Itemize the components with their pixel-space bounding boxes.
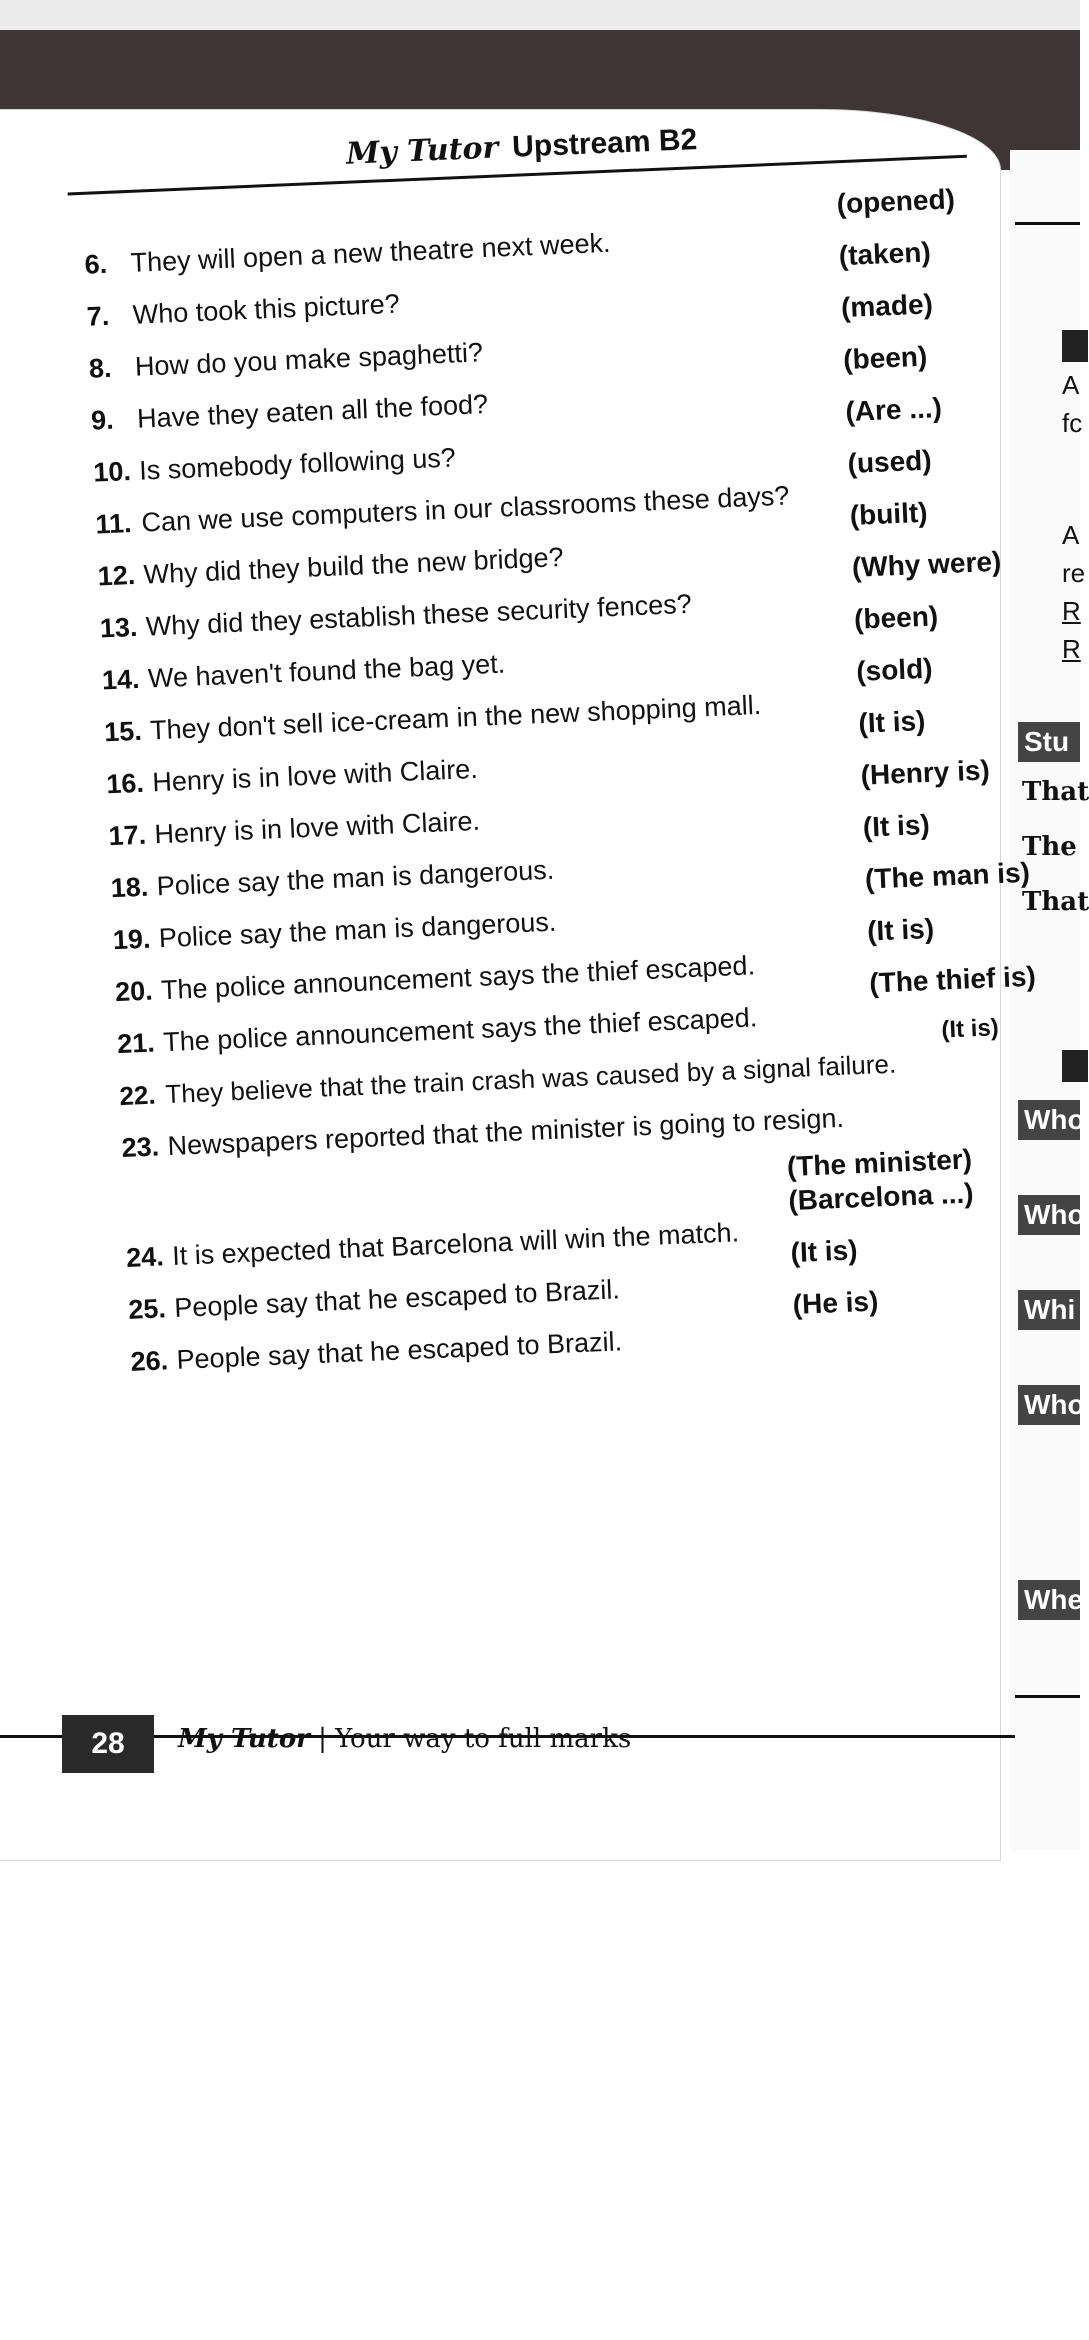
facing-page-box: Who xyxy=(1018,1195,1080,1235)
exercise-number: 22. xyxy=(118,1079,157,1112)
exercise-sentence: They believe that the train crash was caused by a signal failure. xyxy=(164,1048,897,1110)
facing-page-letter: re xyxy=(1062,558,1086,588)
exercise-sentence: Why did they build the new bridge? xyxy=(143,542,565,590)
exercise-sentence: Newspapers reported that the minister is going to resign. xyxy=(166,1102,845,1162)
exercise-cue: (It is) xyxy=(940,1014,1000,1044)
exercise-row xyxy=(95,481,790,541)
exercise-sentence: Have they eaten all the food? xyxy=(136,389,489,434)
facing-page-letter: A xyxy=(1062,370,1080,400)
exercise-number: 13. xyxy=(99,611,139,644)
exercise-sentence: Can we use computers in our classrooms these days? xyxy=(140,480,790,538)
exercise-row xyxy=(88,337,483,384)
exercise-number: 19. xyxy=(112,923,152,956)
facing-page-box: Stu xyxy=(1018,722,1080,762)
header-brand: My Tutor xyxy=(345,130,499,172)
exercise-row xyxy=(121,1103,845,1164)
facing-page-marker xyxy=(1062,1050,1088,1082)
exercise-cue: (Why were) xyxy=(851,545,1002,583)
exercise-row xyxy=(86,289,400,333)
exercise-row xyxy=(104,690,762,749)
exercise-cue: (The minister) xyxy=(786,1143,973,1183)
exercise-sentence: People say that he escaped to Brazil. xyxy=(173,1274,621,1323)
facing-page-box: Whi xyxy=(1018,1290,1080,1330)
facing-page-line: The xyxy=(1022,832,1077,862)
exercise-cue: (used) xyxy=(846,444,933,480)
exercise-sentence: They don't sell ice-cream in the new shopping mall. xyxy=(149,689,762,746)
exercise-cue: (been) xyxy=(842,340,928,376)
exercise-sentence: Police say the man is dangerous. xyxy=(156,854,555,902)
exercise-cue: (built) xyxy=(849,496,929,531)
exercise-number: 23. xyxy=(121,1131,160,1164)
exercise-sentence: The police announcement says the thief escaped. xyxy=(160,950,756,1006)
exercise-cue: (The man is) xyxy=(864,856,1031,895)
exercise-number: 15. xyxy=(103,715,143,748)
exercise-cue: (Barcelona ...) xyxy=(787,1177,975,1217)
exercise-row xyxy=(110,855,555,905)
exercise-sentence: We haven't found the bag yet. xyxy=(147,648,506,694)
exercise-number: 9. xyxy=(90,404,115,436)
exercise-sentence: Who took this picture? xyxy=(132,288,401,330)
exercise-sentence: Police say the man is dangerous. xyxy=(158,906,557,954)
exercise-cue: (made) xyxy=(840,288,934,324)
exercise-cue: (It is) xyxy=(789,1234,859,1269)
facing-page-letter: R xyxy=(1062,596,1081,626)
exercise-cue: (It is) xyxy=(866,912,935,947)
exercise-row xyxy=(108,806,481,853)
exercise-row xyxy=(128,1274,621,1326)
exercise-row xyxy=(106,754,479,801)
exercise-row xyxy=(93,442,457,488)
exercise-number: 17. xyxy=(107,819,147,852)
exercise-cue: (Henry is) xyxy=(860,754,991,791)
facing-page-box: Whe xyxy=(1018,1580,1080,1620)
exercise-sentence: It is expected that Barcelona will win the match. xyxy=(171,1217,740,1272)
exercise-number: 18. xyxy=(110,871,149,904)
exercise-cue: (Are ...) xyxy=(844,392,943,428)
footer-tagline: | Your way to full marks xyxy=(318,1724,632,1754)
exercise-sentence: Henry is in love with Claire. xyxy=(153,805,481,850)
facing-page-letter: fc xyxy=(1062,408,1083,438)
exercise-row xyxy=(119,1049,897,1113)
exercise-row xyxy=(117,1002,758,1060)
exercise-row xyxy=(126,1217,740,1274)
exercise-sentence: Henry is in love with Claire. xyxy=(151,753,479,798)
exercise-sentence: How do you make spaghetti? xyxy=(134,337,484,382)
page-number: 28 xyxy=(62,1715,154,1773)
exercise-number: 20. xyxy=(114,975,154,1008)
exercise-cue: (He is) xyxy=(792,1285,879,1321)
exercise-cue: (taken) xyxy=(838,236,932,272)
exercise-row xyxy=(91,389,489,437)
facing-page-rule xyxy=(1015,222,1080,225)
exercise-sentence: People say that he escaped to Brazil. xyxy=(175,1326,623,1375)
facing-page-letter: A xyxy=(1062,520,1080,550)
exercise-cue: (been) xyxy=(853,600,939,635)
facing-page-rule xyxy=(1015,1695,1080,1698)
exercise-number: 24. xyxy=(125,1241,165,1273)
exercise-number: 7. xyxy=(86,300,110,332)
exercise-row xyxy=(84,228,611,281)
exercise-number: 16. xyxy=(105,767,145,800)
page-header xyxy=(345,122,697,172)
facing-page-line: That xyxy=(1022,777,1089,807)
exercise-sentence: They will open a new theatre next week. xyxy=(129,227,612,278)
exercise-cue: (opened) xyxy=(836,183,956,220)
exercise-row xyxy=(97,542,564,592)
facing-page-line: That xyxy=(1022,887,1089,917)
exercise-number: 21. xyxy=(116,1027,156,1060)
exercise-row xyxy=(101,649,505,697)
exercise-cue: (It is) xyxy=(857,705,926,739)
exercise-row xyxy=(112,907,557,957)
exercise-number: 6. xyxy=(83,248,108,280)
exercise-row xyxy=(130,1326,623,1378)
exercise-cue: (It is) xyxy=(862,808,931,843)
facing-page-letter: R xyxy=(1062,634,1081,664)
exercise-number: 10. xyxy=(92,456,132,488)
exercise-number: 26. xyxy=(129,1345,169,1377)
exercise-cue: (sold) xyxy=(855,652,934,687)
exercise-number: 8. xyxy=(88,352,113,384)
exercise-row xyxy=(99,589,692,645)
facing-page-box: Who xyxy=(1018,1385,1080,1425)
footer-text xyxy=(178,1724,631,1754)
exercise-sentence: Is somebody following us? xyxy=(138,442,457,486)
footer-brand: My Tutor xyxy=(178,1724,310,1754)
exercise-number: 11. xyxy=(94,508,133,540)
exercise-cue: (The thief is) xyxy=(868,960,1037,999)
exercise-sentence: Why did they establish these security fences? xyxy=(145,588,693,642)
exercise-number: 25. xyxy=(127,1293,167,1325)
exercise-number: 14. xyxy=(101,663,141,696)
exercise-row xyxy=(114,950,755,1008)
exercise-number: 12. xyxy=(97,559,136,592)
facing-page-marker xyxy=(1062,330,1088,362)
header-title: Upstream B2 xyxy=(511,123,698,164)
facing-page-box: Who xyxy=(1018,1100,1080,1140)
exercise-sentence: The police announcement says the thief escaped. xyxy=(162,1002,758,1058)
